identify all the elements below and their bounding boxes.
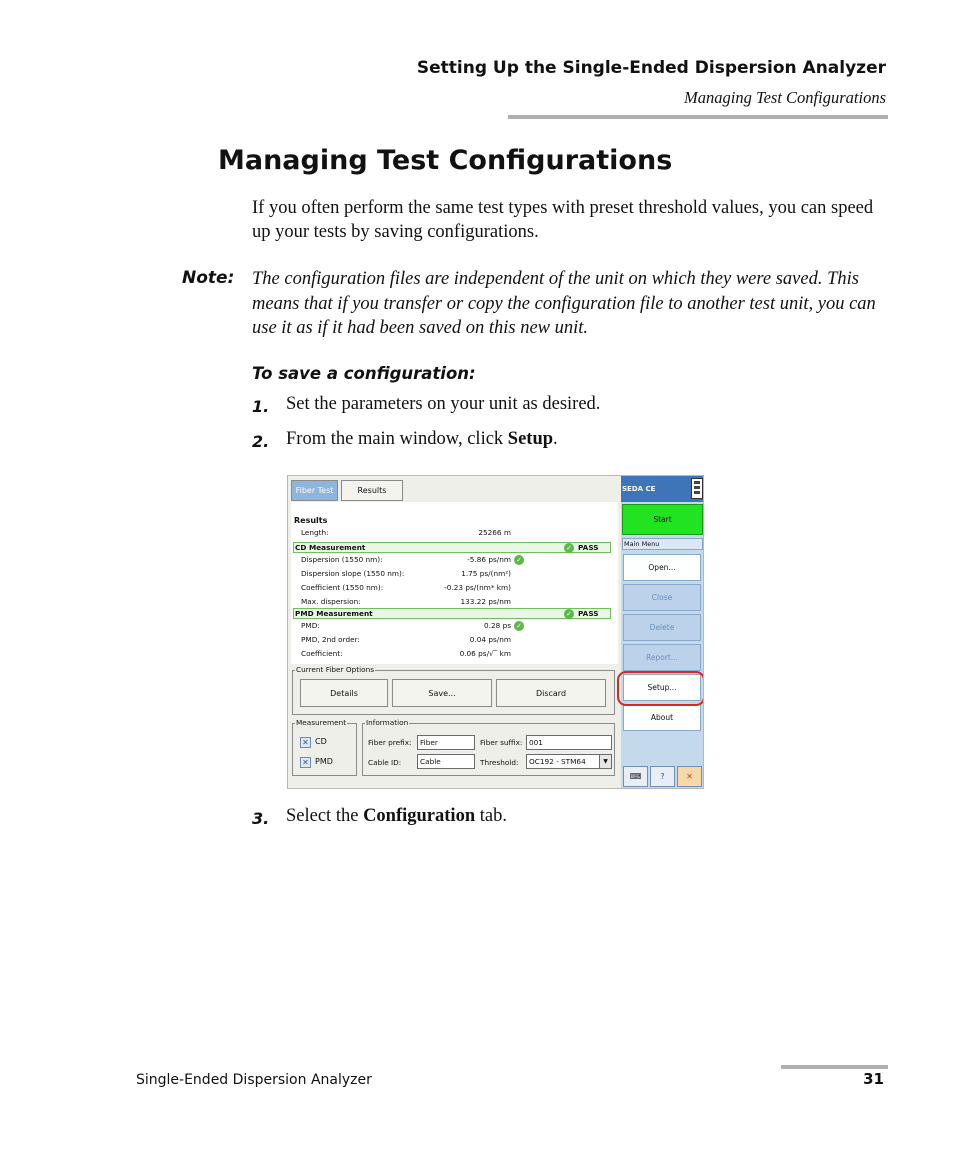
result-label: PMD, 2nd order: [301,635,360,644]
result-row [301,649,611,661]
menu-header [621,476,704,502]
results-title: Results [294,516,328,525]
cd-checkbox-label: CD [315,737,327,746]
save-button[interactable]: Save... [392,679,492,707]
length-row [301,528,611,540]
step-3-text-after: tab. [475,806,507,826]
result-value: -0.23 ps/(nm* km) [444,583,511,592]
step-2-text-after: . [553,429,558,449]
result-value: 0.04 ps/nm [469,635,511,644]
step-3-number: 3. [252,809,270,828]
intro-paragraph: If you often perform the same test types with preset threshold values, you can speed up your tests by saving configurations. [252,198,874,242]
pass-check-icon: ✓ [564,609,574,619]
report-button[interactable]: Report... [623,644,701,671]
result-label: Coefficient: [301,649,343,658]
pmd-checkbox-label: PMD [315,757,333,766]
device-status-icon [691,478,703,499]
main-menu-header: Main Menu [622,538,703,550]
open-button[interactable]: Open... [623,554,701,581]
seda-screenshot [287,475,704,789]
procedure-title: To save a configuration: [252,364,476,383]
result-row [301,555,611,567]
step-3-bold: Configuration [363,806,476,826]
length-value: 25266 m [478,528,511,537]
results-panel [291,502,618,664]
step-3-text-before: Select the [286,806,364,826]
result-label: PMD: [301,621,320,630]
help-icon[interactable]: ? [650,766,675,787]
measurement-group [292,718,357,776]
result-row [301,621,611,633]
information-label: Information [366,718,409,727]
threshold-label: Threshold: [480,758,519,767]
tab-fiber-test[interactable]: Fiber Test [291,480,338,501]
ok-check-icon: ✓ [514,555,524,565]
discard-button[interactable]: Discard [496,679,606,707]
information-group [362,718,615,776]
about-button[interactable]: About [623,704,701,731]
fiber-prefix-field[interactable]: Fiber [417,735,475,750]
measurement-label: Measurement [296,718,347,727]
note-label: Note: [182,268,235,288]
length-label: Length: [301,528,329,537]
app-name: SEDA CE [622,485,656,493]
running-header-chapter: Setting Up the Single-Ended Dispersion Analyzer [416,58,886,78]
step-2-number: 2. [252,432,270,451]
setup-button[interactable]: Setup... [623,674,701,701]
result-value: 0.28 ps [484,621,511,630]
pmd-measurement-bar [293,608,611,619]
result-value: 133.22 ps/nm [460,597,511,606]
main-menu-panel [621,476,704,789]
cd-section-label: CD Measurement [295,543,366,552]
result-value: -5.86 ps/nm [467,555,511,564]
pmd-checkbox[interactable]: ✕ [300,757,311,768]
start-button[interactable]: Start [622,504,703,535]
step-2-text-before: From the main window, click [286,429,508,449]
close-button[interactable]: Close [623,584,701,611]
step-1-number: 1. [252,397,270,416]
tab-results[interactable]: Results [341,480,403,501]
fiber-options-label: Current Fiber Options [296,665,375,674]
step-3-text [286,806,507,827]
page-number: 31 [863,1070,884,1088]
fiber-suffix-field[interactable]: 001 [526,735,612,750]
result-value: 1.75 ps/(nm²) [461,569,511,578]
threshold-value: OC192 - STM64 [529,757,586,766]
pmd-pass-label: PASS [578,609,599,618]
pmd-section-label: PMD Measurement [295,609,373,618]
close-icon[interactable]: ✕ [677,766,702,787]
result-row [301,569,611,581]
result-label: Dispersion slope (1550 nm): [301,569,405,578]
cd-measurement-bar [293,542,611,553]
result-label: Max. dispersion: [301,597,361,606]
threshold-select[interactable] [526,754,612,769]
cable-id-field[interactable]: Cable [417,754,475,769]
result-label: Dispersion (1550 nm): [301,555,383,564]
footer-title: Single-Ended Dispersion Analyzer [136,1072,372,1088]
delete-button[interactable]: Delete [623,614,701,641]
cd-pass-label: PASS [578,543,599,552]
fiber-options-group [292,665,615,715]
header-rule [508,115,888,119]
page-title: Managing Test Configurations [218,145,673,176]
result-value: 0.06 ps/√‾ km [459,649,511,658]
fiber-suffix-label: Fiber suffix: [480,738,523,747]
fiber-prefix-label: Fiber prefix: [368,738,412,747]
keyboard-icon[interactable]: ⌨ [623,766,648,787]
cd-checkbox[interactable]: ✕ [300,737,311,748]
pass-check-icon: ✓ [564,543,574,553]
details-button[interactable]: Details [300,679,388,707]
step-2-bold: Setup [507,429,554,449]
step-1-text: Set the parameters on your unit as desired. [286,394,601,414]
ok-check-icon: ✓ [514,621,524,631]
dropdown-arrow-icon[interactable]: ▼ [599,755,611,768]
cable-id-label: Cable ID: [368,758,402,767]
step-2-text [286,429,558,450]
result-row [301,635,611,647]
setup-highlight [617,671,704,706]
footer-rule [781,1065,888,1069]
note-text: The configuration files are independent of the unit on which they were saved. This means that if you transfer or copy the configuration file to another test unit, you can use it as if it had been saved on this new unit. [252,269,876,338]
result-row [301,583,611,595]
result-label: Coefficient (1550 nm): [301,583,384,592]
running-header-section: Managing Test Configurations [683,88,886,107]
